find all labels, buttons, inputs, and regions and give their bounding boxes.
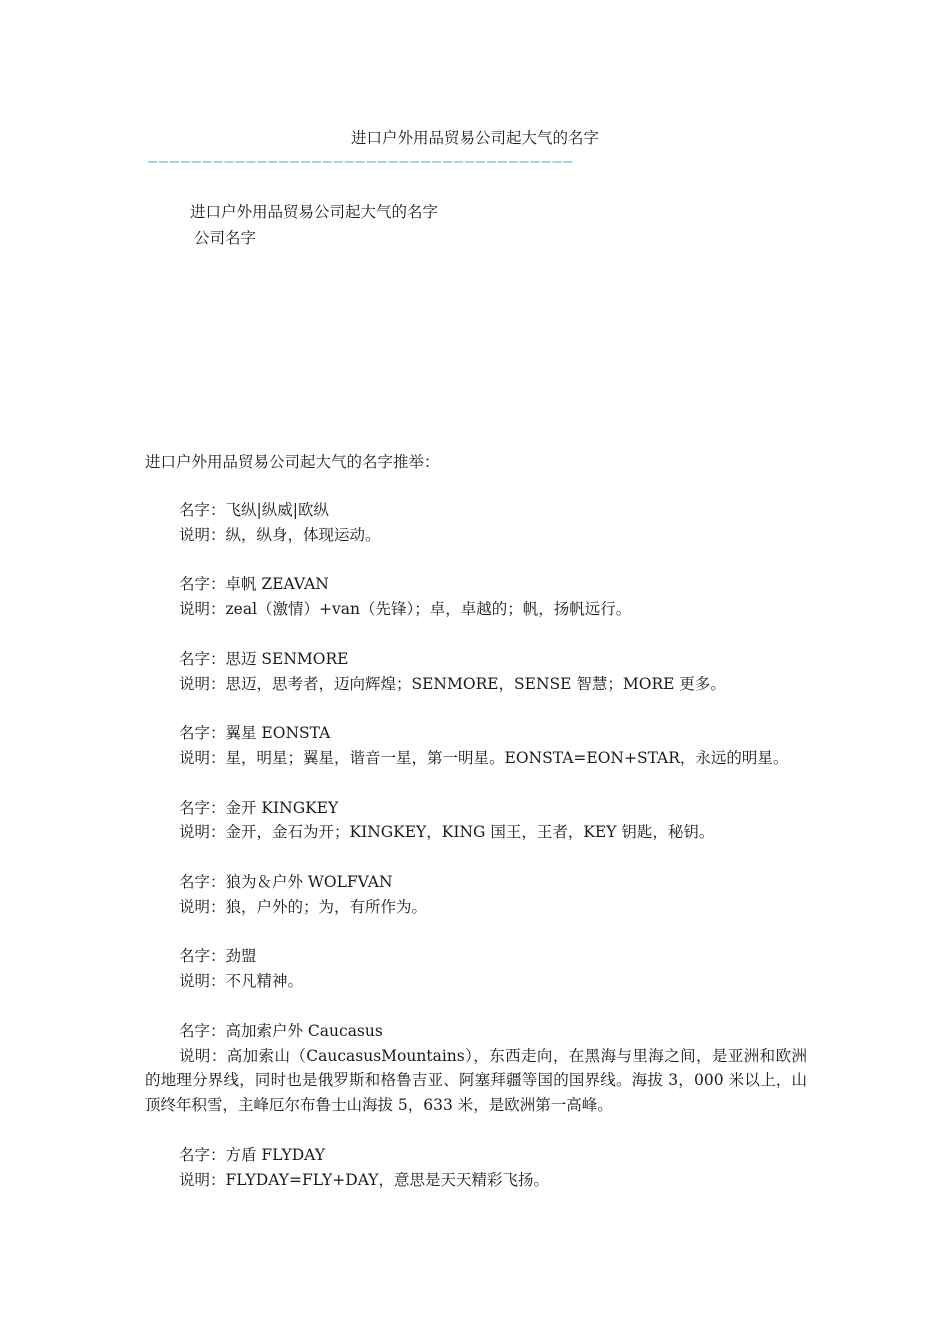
document-subtitle: 公司名字 — [194, 229, 257, 247]
list-item — [145, 796, 807, 846]
entry-description: 说明：高加索山（CaucasusMountains），东西走向，在黑海与里海之间，是亚洲和欧洲的地理分界线，同时也是俄罗斯和格鲁吉亚、阿塞拜疆等国的国界线。海拔 3，000 米以上，山顶终年积雪，主峰厄尔布鲁士山海拔 5，633 米，是欧洲第一高峰。 — [145, 1046, 807, 1115]
header-divider: ——————————————————————————————————————— — [148, 152, 575, 170]
entry-description: 说明：金开，金石为开；KINGKEY，KING 国王，王者，KEY 钥匙，秘钥。 — [179, 823, 715, 842]
entry-description: 说明：纵，纵身，体现运动。 — [179, 525, 381, 544]
list-item — [145, 572, 807, 622]
list-item — [145, 721, 807, 771]
list-item — [145, 870, 807, 920]
entry-description: 说明：星，明星；翼星，谐音一星，第一明星。EONSTA=EON+STAR，永远的明星。 — [179, 748, 789, 767]
entry-description: 说明：思迈，思考者，迈向辉煌；SENMORE，SENSE 智慧；MORE 更多。 — [179, 674, 726, 693]
entry-name: 名字：翼星 EONSTA — [179, 724, 331, 743]
entry-name: 名字：思迈 SENMORE — [179, 649, 349, 668]
entry-description: 说明：FLYDAY=FLY+DAY，意思是天天精彩飞扬。 — [179, 1170, 550, 1189]
list-item — [145, 647, 807, 697]
list-item — [145, 1019, 807, 1118]
page-header-title: 进口户外用品贸易公司起大气的名字 — [350, 129, 599, 147]
list-item — [145, 498, 807, 548]
entry-name: 名字：劲盟 — [179, 947, 257, 966]
entry-name: 名字：高加索户外 Caucasus — [179, 1021, 383, 1040]
intro-paragraph: 进口户外用品贸易公司起大气的名字推举： — [145, 453, 440, 471]
entry-description: 说明：狼，户外的；为，有所作为。 — [179, 897, 428, 916]
entry-name: 名字：飞纵|纵威|欧纵 — [179, 501, 329, 519]
entry-description: 说明：zeal（激情）+van（先锋）；卓，卓越的；帆，扬帆远行。 — [179, 600, 632, 619]
entry-description: 说明：不凡精神。 — [179, 972, 304, 991]
entry-name: 名字：狼为＆户外 WOLFVAN — [179, 872, 393, 891]
list-item — [145, 944, 807, 994]
document-title: 进口户外用品贸易公司起大气的名字 — [190, 203, 439, 221]
entry-name: 名字：金开 KINGKEY — [179, 798, 339, 817]
name-list — [145, 498, 807, 1217]
entry-name: 名字：卓帆 ZEAVAN — [179, 575, 329, 594]
entry-name: 名字：方盾 FLYDAY — [179, 1145, 325, 1164]
list-item — [145, 1143, 807, 1193]
